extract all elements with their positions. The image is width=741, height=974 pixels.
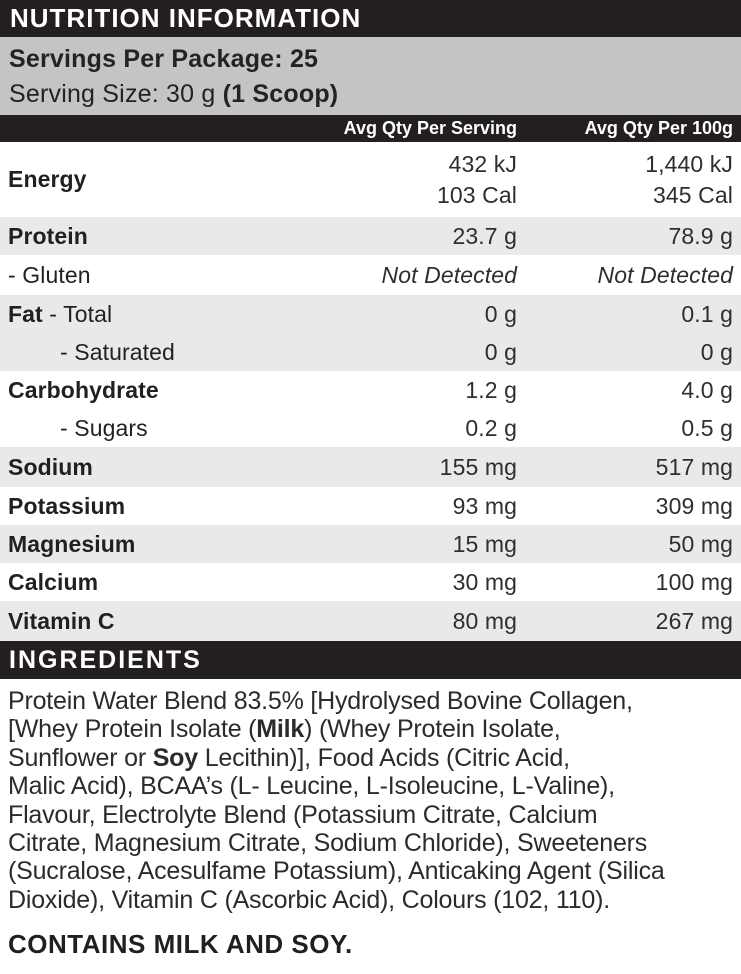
value-per-100g [517,493,733,520]
value-per-serving [317,569,517,596]
nutrient-name-bold: Vitamin C [8,607,115,634]
ingredients-line [8,772,733,800]
serving-size [9,77,741,112]
nutrient-label [8,339,317,366]
nutrient-name-bold: Calcium [8,568,99,595]
value-per-100g [517,262,733,289]
value-line: 155 mg [439,453,517,480]
value-line: Not Detected [381,261,517,288]
nutrient-name-bold: Sodium [8,453,93,480]
nutrient-label [8,262,317,289]
ingredient-text: ) (Whey Protein Isolate, [304,715,561,744]
column-header-per-serving: Avg Qty Per Serving [343,118,517,138]
ingredients-line [8,857,733,885]
ingredient-text: (Sucralose, Acesulfame Potassium), Anticaking Agent (Silica [8,857,665,886]
nutrient-label [8,531,317,558]
value-line: 15 mg [452,530,517,557]
value-line: 0 g [484,300,517,327]
value-line: Not Detected [597,261,733,288]
value-per-serving [317,223,517,250]
value-per-serving [317,301,517,328]
table-row [0,295,741,333]
value-line: 517 mg [655,453,733,480]
ingredients-line [8,801,733,829]
table-row [0,601,741,641]
value-per-100g [517,223,733,250]
table-row [0,525,741,563]
ingredient-text: Sunflower or [8,743,153,772]
ingredient-text: Flavour, Electrolyte Blend (Potassium Citrate, Calcium [8,800,598,829]
value-line: 267 mg [655,607,733,634]
table-row [0,217,741,255]
table-row [0,487,741,525]
nutrient-name-bold: Carbohydrate [8,376,159,403]
nutrient-name-rest: - Total [42,300,113,327]
nutrient-label [8,223,317,250]
ingredients-line [8,829,733,857]
value-per-100g [517,415,733,442]
value-per-serving [317,415,517,442]
nutrient-label [8,608,317,635]
value-line: 0 g [700,338,733,365]
value-line: 103 Cal [437,181,517,208]
nutrient-label [8,301,317,328]
serving-size-scoop: (1 Scoop) [222,80,339,108]
value-per-serving [317,149,517,211]
value-per-100g [517,149,733,211]
value-per-serving [317,377,517,404]
value-line: 80 mg [452,607,517,634]
value-line: 0.5 g [681,414,733,441]
value-line: 1,440 kJ [645,150,733,177]
serving-info [0,37,741,115]
value-line: 23.7 g [452,222,517,249]
column-header-row [0,115,741,142]
value-line: 93 mg [452,492,517,519]
value-line: 30 mg [452,568,517,595]
value-line: 50 mg [668,530,733,557]
value-per-serving [317,454,517,481]
ingredient-text: Protein Water Blend 83.5% [Hydrolysed Bovine Collagen, [8,687,633,715]
column-header-per-100g: Avg Qty Per 100g [584,118,733,138]
value-line: 0 g [484,338,517,365]
nutrient-label [8,454,317,481]
ingredient-text: Citrate, Magnesium Citrate, Sodium Chloride), Sweeteners [8,829,648,858]
serving-size-text: Serving Size: 30 g [9,80,223,108]
nutrient-label [8,493,317,520]
panel-title: NUTRITION INFORMATION [0,0,741,37]
value-line: 432 kJ [448,150,517,177]
table-row [0,563,741,601]
value-per-100g [517,339,733,366]
nutrient-name-rest: - Saturated [60,338,175,365]
table-row [0,142,741,217]
value-per-serving [317,262,517,289]
ingredient-text: Lecithin)], Food Acids (Citric Acid, [197,743,570,772]
allergen-bold: Soy [152,743,198,772]
value-per-100g [517,608,733,635]
nutrient-name-bold: Protein [8,222,88,249]
value-line: 4.0 g [681,376,733,403]
value-per-serving [317,531,517,558]
value-per-serving [317,339,517,366]
nutrient-name-bold: Magnesium [8,530,136,557]
ingredients-line [8,744,733,772]
ingredients-line [8,886,733,914]
nutrient-name-bold: Fat [8,300,43,327]
nutrient-label [8,415,317,442]
value-line: 100 mg [655,568,733,595]
value-line: 345 Cal [653,181,733,208]
value-per-serving [317,608,517,635]
value-line: 1.2 g [465,376,517,403]
nutrient-label [8,166,317,193]
ingredients-heading: INGREDIENTS [0,641,741,679]
servings-per-package: Servings Per Package: 25 [9,45,319,73]
value-per-100g [517,531,733,558]
value-per-serving [317,493,517,520]
ingredient-text: [Whey Protein Isolate ( [8,715,257,744]
table-row [0,255,741,295]
nutrient-name-rest: - Gluten [8,261,91,288]
nutrient-name-rest: - Sugars [60,414,148,441]
table-row [0,447,741,487]
contains-statement: CONTAINS MILK AND SOY. [8,929,353,960]
value-line: 0.1 g [681,300,733,327]
value-per-100g [517,454,733,481]
nutrient-name-bold: Potassium [8,492,126,519]
value-line: 0.2 g [465,414,517,441]
ingredient-text: Malic Acid), BCAA’s (L- Leucine, L-Isoleucine, L-Valine), [8,772,615,801]
allergen-bold: Milk [256,715,305,744]
nutrient-table [0,142,741,641]
table-row [0,333,741,371]
nutrient-label [8,377,317,404]
value-per-100g [517,377,733,404]
nutrient-name-bold: Energy [8,166,87,192]
ingredients-line [8,687,733,715]
table-row [0,409,741,447]
ingredients-line [8,715,733,743]
value-per-100g [517,569,733,596]
value-line: 78.9 g [668,222,733,249]
value-line: 309 mg [655,492,733,519]
table-row [0,371,741,409]
ingredient-text: Dioxide), Vitamin C (Ascorbic Acid), Colours (102, 110). [8,885,610,914]
ingredients-text [0,679,741,914]
nutrient-label [8,569,317,596]
value-per-100g [517,301,733,328]
